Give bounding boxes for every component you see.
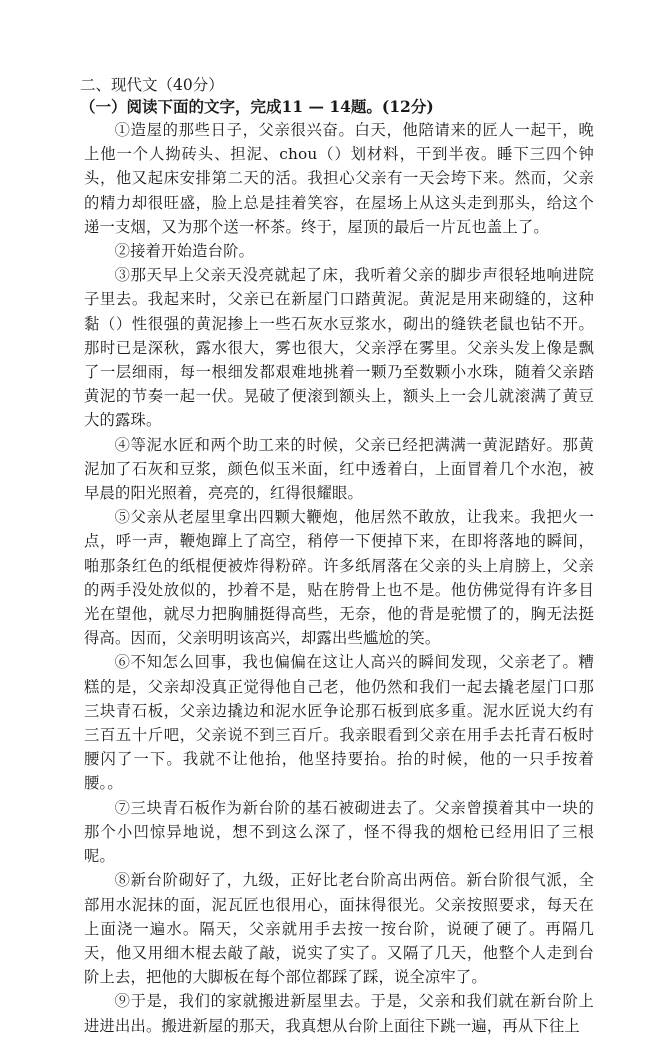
paragraph-4: ④等泥水匠和两个助工来的时候，父亲已经把满满一黄泥踏好。那黄泥加了石灰和豆浆，颜色似玉米面，红中透着白，上面冒着几个水泡，被早晨的阳光照着，亮亮的，红得很耀眼。 xyxy=(84,435,594,503)
paragraph-2: ②接着开始造台阶。 xyxy=(114,242,255,261)
paragraph-3: ③那天早上父亲天没亮就起了床，我听着父亲的脚步声很轻地响进院子里去。我起来时，父亲已在新屋门口踏黄泥。黄泥是用来砌缝的，这种黏（）性很强的黄泥掺上一些石灰水豆浆水，砌出的缝铁老鼠也钻不开。那时已是深秋，露水很大，雾也很大，父亲浮在雾里。父亲头发上像是飘了一层细雨，每一根细发都艰难地挑着一颗乃至数颗小水珠，随着父亲踏黄泥的节奏一起一伏。晃破了便滚到额头上，额头上一会儿就滚满了黄豆大的露珠。 xyxy=(84,266,594,430)
reading-passage xyxy=(84,118,594,1038)
paragraph-1: ①造屋的那些日子，父亲很兴奋。白天，他陪请来的匠人一起干，晚上他一个人拗砖头、担泥、chou（）划材料，干到半夜。睡下三四个钟头，他又起床安排第二天的活。我担心父亲有一天会垮下来。然而，父亲的精力却很旺盛，脸上总是挂着笑容，在屋场上从这头走到那头，给这个递一支烟，又为那个送一杯茶。终于，屋顶的最后一片瓦也盖上了。 xyxy=(84,121,594,236)
paragraph-8: ⑧新台阶砌好了，九级，正好比老台阶高出两倍。新台阶很气派，全部用水泥抹的面，泥瓦匠也很用心，面抹得很光。父亲按照要求，每天在上面浇一遍水。隔天，父亲就用手去按一按台阶，说硬了硬了。再隔几天，他又用细木棍去敲了敲，说实了实了。又隔了几天，他整个人走到台阶上去，把他的大脚板在每个部位都踩了踩，说全凉牢了。 xyxy=(84,871,594,987)
paragraph-5: ⑤父亲从老屋里拿出四颗大鞭炮，他居然不敢放，让我来。我把火一点，呼一声，鞭炮蹿上了高空，稍停一下便掉下来，在即将落地的瞬间，啪那条红色的纸棍便被炸得粉碎。许多纸屑落在父亲的头上肩膀上，父亲的两手没处放似的，抄着不是，贴在胯骨上也不是。他仿佛觉得有许多目光在望他，就尽力把胸脯挺得高些，无奈，他的背是驼惯了的，胸无法挺得高。因而，父亲明明该高兴，却露出些尴尬的笑。 xyxy=(84,508,594,648)
section-heading: 二、现代文（40分） xyxy=(80,76,224,94)
paragraph-7: ⑦三块青石板作为新台阶的基石被砌进去了。父亲曾摸着其中一块的那个小凹惊异地说，想不到这么深了，怪不得我的烟枪已经用旧了三根呢。 xyxy=(84,798,594,866)
paragraph-9: ⑨于是，我们的家就搬进新屋里去。于是，父亲和我们就在新台阶上进进出出。搬进新屋的那天，我真想从台阶上面往下跳一遍，再从下往上 xyxy=(84,992,594,1035)
paragraph-6: ⑥不知怎么回事，我也偏偏在这让人高兴的瞬间发现，父亲老了。糟糕的是，父亲却没真正觉得他自己老，他仍然和我们一起去撬老屋门口那三块青石板，父亲边撬边和泥水匠争论那石板到底多重。泥水匠说大约有三百五十斤吧，父亲说不到三百斤。我亲眼看到父亲在用手去托青石板时腰闪了一下。我就不让他抬，他坚持要抬。抬的时候，他的一只手按着腰。。 xyxy=(84,653,594,793)
question-instruction-heading: （一）阅读下面的文字，完成11 — 14题。(12分) xyxy=(80,97,434,116)
